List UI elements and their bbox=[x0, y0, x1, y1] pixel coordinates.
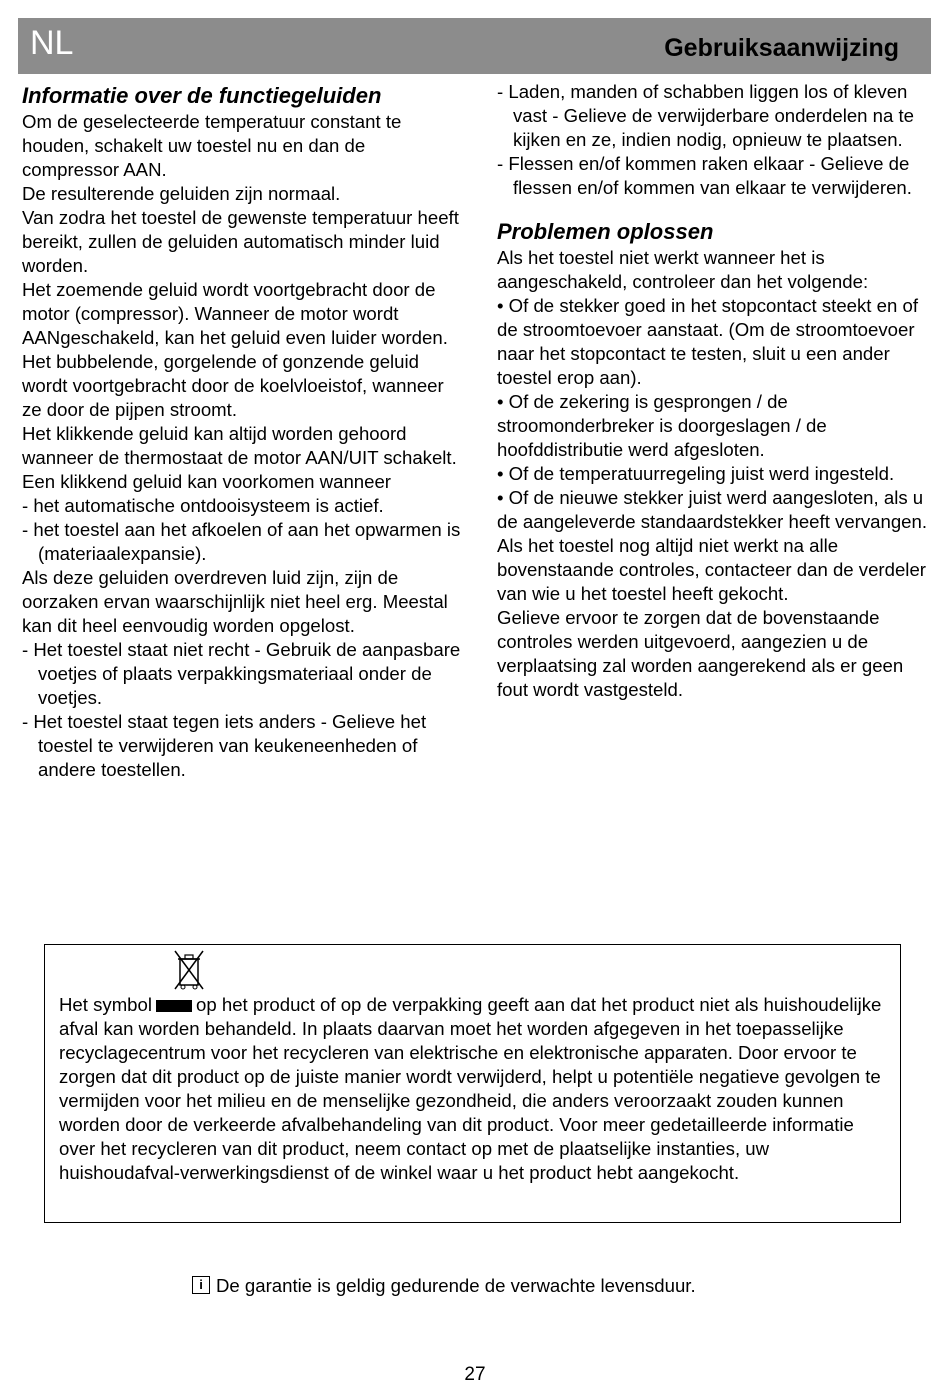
warranty-text: De garantie is geldig gedurende de verwachte levensduur. bbox=[216, 1275, 696, 1296]
paragraph: Het bubbelende, gorgelende of gonzende geluid wordt voortgebracht door de koelvloeistof, wanneer ze door de pijpen stroomt. bbox=[22, 351, 444, 420]
list-item: - Flessen en/of kommen raken elkaar - Gelieve de flessen en/of kommen van elkaar te verwijderen. bbox=[497, 153, 912, 198]
notice-text bbox=[59, 993, 894, 1185]
paragraph: De resulterende geluiden zijn normaal. bbox=[22, 183, 341, 204]
paragraph: Gelieve ervoor te zorgen dat de bovenstaande controles werden uitgevoerd, aangezien u de verplaatsing zal worden aangerekend als er geen fout wordt vastgesteld. bbox=[497, 607, 904, 700]
info-icon: i bbox=[192, 1276, 210, 1294]
page-number: 27 bbox=[464, 1364, 486, 1385]
list-item: - Laden, manden of schabben liggen los of kleven vast - Gelieve de verwijderbare onderdelen na te kijken en ze, indien nodig, opnieuw te plaatsen. bbox=[497, 81, 915, 150]
paragraph: Het klikkende geluid kan altijd worden gehoord wanneer de thermostaat de motor AAN/UIT schakelt. bbox=[22, 423, 457, 468]
paragraph: Het zoemende geluid wordt voortgebracht door de motor (compressor). Wanneer de motor wordt AANgeschakeld, kan het geluid even luider worden. bbox=[22, 279, 448, 348]
bullet-item: • Of de zekering is gesprongen / de stroomonderbreker is doorgeslagen / de hoofddistributie werd afgesloten. bbox=[497, 391, 827, 460]
warranty-note bbox=[192, 1274, 696, 1298]
right-column bbox=[497, 80, 932, 702]
paragraph: Van zodra het toestel de gewenste temperatuur heeft bereikt, zullen de geluiden automatisch minder luid worden. bbox=[22, 207, 459, 276]
paragraph: Om de geselecteerde temperatuur constant te houden, schakelt uw toestel nu en dan de compressor AAN. bbox=[22, 111, 402, 180]
bullet-item: • Of de nieuwe stekker juist werd aangesloten, als u de aangeleverde standaardstekker heeft vervangen. bbox=[497, 487, 928, 532]
section-heading-troubleshooting: Problemen oplossen bbox=[497, 219, 714, 244]
left-column bbox=[22, 82, 462, 782]
symbol-bar-icon bbox=[156, 1000, 192, 1012]
language-code: NL bbox=[30, 24, 74, 62]
bullet-item: • Of de temperatuurregeling juist werd ingesteld. bbox=[497, 463, 895, 484]
paragraph: Als het toestel niet werkt wanneer het is aangeschakeld, controleer dan het volgende: bbox=[497, 247, 869, 292]
page-header bbox=[18, 18, 931, 74]
list-item: - het toestel aan het afkoelen of aan het opwarmen is (materiaalexpansie). bbox=[22, 519, 461, 564]
paragraph: Als het toestel nog altijd niet werkt na alle bovenstaande controles, contacteer dan de verdeler van wie u het toestel heeft gekocht. bbox=[497, 535, 926, 604]
crossed-bin-icon bbox=[171, 949, 207, 997]
bullet-item: • Of de stekker goed in het stopcontact steekt en of de stroomtoevoer aanstaat. (Om de stroomtoevoer naar het stopcontact te testen, sluit u een ander toestel erop aan). bbox=[497, 295, 918, 388]
notice-text-before: Het symbol bbox=[59, 994, 152, 1015]
list-item: - Het toestel staat niet recht - Gebruik de aanpasbare voetjes of plaats verpakkingsmateriaal onder de voetjes. bbox=[22, 639, 461, 708]
section-heading-sounds: Informatie over de functiegeluiden bbox=[22, 83, 382, 108]
manual-title: Gebruiksaanwijzing bbox=[664, 34, 899, 62]
recycling-notice bbox=[44, 944, 901, 1223]
list-item: - Het toestel staat tegen iets anders - Gelieve het toestel te verwijderen van keukeneenheden of andere toestellen. bbox=[22, 711, 427, 780]
list-item: - het automatische ontdooisysteem is actief. bbox=[22, 495, 384, 516]
notice-text-after: op het product of op de verpakking geeft aan dat het product niet als huishoudelijke afval kan worden behandeld. In plaats daarvan moet het worden afgegeven in het toepasselijke recyclagecentrum voor het recycleren van elektrische en elektronische apparaten. Door ervoor te zorgen dat dit product op de juiste manier wordt verwijderd, helpt u potentiële negatieve gevolgen te vermijden voor het milieu en de menselijke gezondheid, die anders veroorzaakt zouden kunnen worden door de verkeerde afvalbehandeling van dit product. Voor meer gedetailleerde informatie over het recycleren van dit product, neem contact op met de plaatselijke instanties, uw huishoudafval-verwerkingsdienst of de winkel waar u het product hebt aangekocht. bbox=[59, 994, 882, 1183]
paragraph: Een klikkend geluid kan voorkomen wanneer bbox=[22, 471, 391, 492]
paragraph: Als deze geluiden overdreven luid zijn, zijn de oorzaken ervan waarschijnlijk niet heel erg. Meestal kan dit heel eenvoudig worden opgelost. bbox=[22, 567, 448, 636]
